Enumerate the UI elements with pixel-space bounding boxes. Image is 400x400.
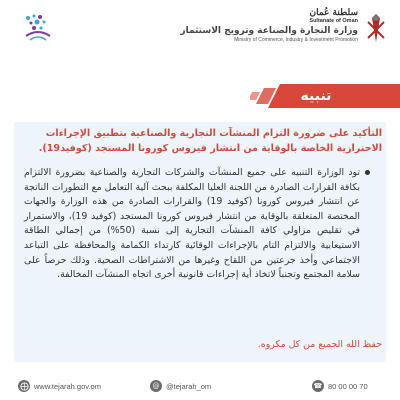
- social-icon: @: [150, 380, 162, 392]
- page-title: تنبيه: [300, 88, 332, 104]
- phone-text[interactable]: 80 00 00 70: [328, 381, 368, 391]
- handle-text[interactable]: @tejarah_om: [166, 381, 212, 391]
- phone-icon: ☎: [313, 382, 323, 390]
- brand-logo-icon: [18, 8, 58, 48]
- ministry-ar: وزارة التجارة والصناعة وترويج الاستثمار: [180, 26, 358, 36]
- lead-text: التأكيد على ضرورة التزام المنشآت التجارية والصناعية بتطبيق الإجراءات الاحترازية الخاصة بالوقاية من انتشار فيروس كورونا المستجد (كوفيد19).: [38, 128, 382, 154]
- oman-emblem-icon: [366, 12, 386, 46]
- sultanate-ar: سلطنة عُمان: [309, 8, 358, 18]
- ministry-block: [178, 8, 358, 44]
- website-item[interactable]: [18, 378, 101, 394]
- bullet-icon: [365, 170, 370, 175]
- sultanate-en: Sultanate of Oman: [309, 18, 358, 24]
- handle-item[interactable]: [150, 378, 211, 394]
- website-text[interactable]: www.tejarah.gov.om: [34, 381, 101, 391]
- ministry-en: Ministry of Commerce, Industry & Investment Promotion: [234, 37, 358, 43]
- body-text: تود الوزارة التنبيه على جميع المنشآت والشركات التجارية والصناعية بضرورة الالتزام بكافة القرارات الصادرة من اللجنة العليا المكلفة ببحث آلية التعامل مع التطورات الناتجة عن انتشار فيروس كورونا (كوفيد 19) والقرارات الصادرة من هذه الوزارة والجهات المختصة المتعلقة بالوقاية من انتشار فيروس كورونا المستجد (كوفيد 19)، والاستمرار في تقليص مزاولي كافة المنشآت التجارية إلى نسبة (50%) من إجمالي الطاقة الاستيعابية والالتزام التام بالإجراءات الوقائية كارتداء الكمامة والمحافظة على التباعد الاجتماعي وأخذ جرعتين من اللقاح وغيرها من الاشتراطات الصحية. وذلك حرصاً على سلامة المجتمع وتجنباً لاتخاذ أية إجراءات قانونية أخرى اتجاه المنشآت المخالفة.: [24, 167, 361, 281]
- globe-icon: [18, 380, 30, 392]
- closing-text: حفظ الله الجميع من كل مكروه.: [257, 339, 382, 350]
- header: [0, 0, 400, 66]
- footer: [0, 372, 400, 400]
- phone-item[interactable]: [312, 378, 368, 394]
